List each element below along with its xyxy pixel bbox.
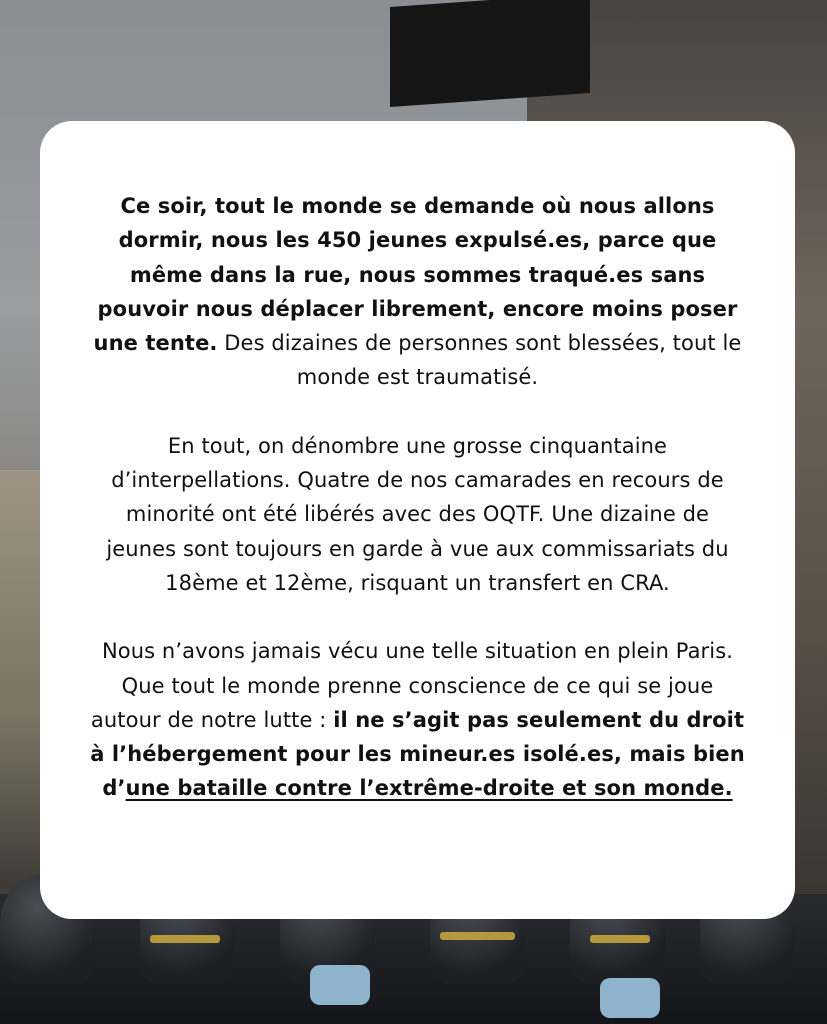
paragraph-3-regular: Nous n’avons jamais vécu une telle situation en plein Paris. Que tout le monde prenne conscience de ce qui se joue autour de notre lutte : [90, 639, 734, 732]
paragraph-1 [90, 189, 745, 395]
face-mask [310, 965, 370, 1005]
text-card [40, 121, 795, 919]
helmet-stripe [440, 932, 515, 940]
paragraph-3 [90, 634, 745, 805]
helmet-stripe [150, 935, 220, 943]
background-flag [390, 0, 590, 107]
face-mask [600, 978, 660, 1018]
helmet-stripe [590, 935, 650, 943]
paragraph-2-regular: En tout, on dénombre une grosse cinquantaine d’interpellations. Quatre de nos camarades en recours de minorité ont été libérés avec des OQTF. Une dizaine de jeunes sont toujours en garde à vue aux commissariats du 18ème et 12ème, risquant un transfert en CRA. [106, 433, 729, 595]
paragraph-3-underlined: une bataille contre l’extrême-droite et son monde. [125, 776, 733, 801]
paragraph-1-regular: Des dizaines de personnes sont blessées, tout le monde est traumatisé. [217, 331, 742, 390]
paragraph-2 [90, 429, 745, 600]
paragraph-1-bold: Ce soir, tout le monde se demande où nous allons dormir, nous les 450 jeunes expulsé.es, parce que même dans la rue, nous sommes traqué.es sans pouvoir nous déplacer librement, encore moins poser une tente. [93, 194, 738, 356]
background-building-left [0, 470, 45, 890]
paragraph-3-bold: il ne s’agit pas seulement du droit à l’hébergement pour les mineur.es isolé.es, mais bien d’ [90, 707, 745, 801]
